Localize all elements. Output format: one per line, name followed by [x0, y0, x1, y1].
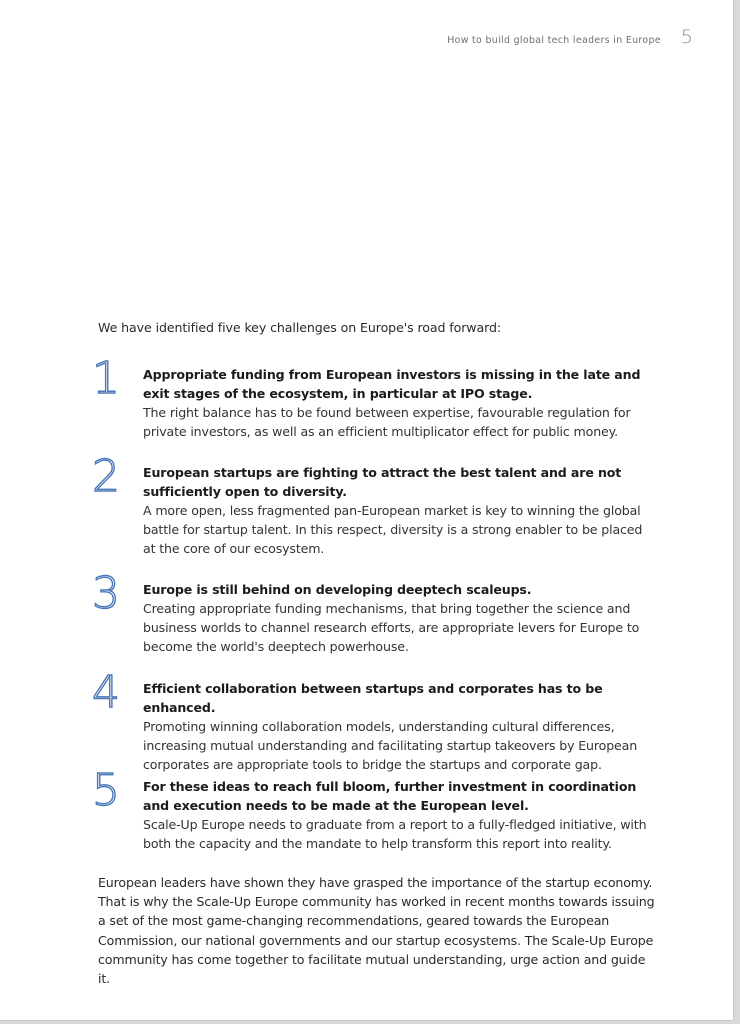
header-title: How to build global tech leaders in Europe [447, 35, 661, 46]
challenge-number-3: 3 [92, 568, 120, 619]
challenge-text [143, 777, 658, 853]
challenge-heading: European startups are fighting to attract the best talent and are not sufficiently open to diversity. [143, 465, 622, 499]
challenge-number-5: 5 [92, 765, 120, 816]
closing-paragraph: European leaders have shown they have grasped the importance of the startup economy. That is why the Scale-Up Europe community has worked in recent months towards issuing a set of the most game-changing recommendations, geared towards the European Commission, our national governments and our startup ecosystems. The Scale-Up Europe community has come together to facilitate mutual understanding, urge action and guide it. [98, 875, 655, 987]
challenge-text [143, 365, 658, 441]
challenge-heading: Appropriate funding from European investors is missing in the late and exit stages of the ecosystem, in particular at IPO stage. [143, 367, 641, 401]
challenge-body: Scale-Up Europe needs to graduate from a report to a fully-fledged initiative, with both the capacity and the mandate to help transform this report into reality. [143, 817, 647, 851]
challenge-body: Promoting winning collaboration models, understanding cultural differences, increasing mutual understanding and facilitating startup takeovers by European corporates are appropriate tools to bridge the startups and corporate gap. [143, 719, 638, 772]
running-header [447, 26, 693, 48]
challenge-body: The right balance has to be found between expertise, favourable regulation for private investors, as well as an efficient multiplicator effect for public money. [143, 405, 631, 439]
page-number: 5 [680, 26, 693, 48]
challenge-text [143, 463, 658, 558]
challenge-body: A more open, less fragmented pan-European market is key to winning the global battle for startup talent. In this respect, diversity is a strong enabler to be placed at the core of our ecosystem. [143, 503, 643, 556]
challenge-text [143, 580, 658, 656]
challenge-text [143, 679, 658, 774]
challenge-heading: Efficient collaboration between startups and corporates has to be enhanced. [143, 681, 603, 715]
challenge-number-1: 1 [92, 353, 120, 404]
challenge-body: Creating appropriate funding mechanisms, that bring together the science and business worlds to channel research efforts, are appropriate levers for Europe to become the world's deeptech powerhouse. [143, 601, 640, 654]
challenge-number-2: 2 [92, 451, 120, 502]
challenge-heading: For these ideas to reach full bloom, further investment in coordination and execution needs to be made at the European level. [143, 779, 637, 813]
challenge-heading: Europe is still behind on developing deeptech scaleups. [143, 582, 532, 597]
challenge-number-4: 4 [92, 667, 120, 718]
intro-paragraph: We have identified five key challenges on Europe's road forward: [98, 320, 502, 335]
